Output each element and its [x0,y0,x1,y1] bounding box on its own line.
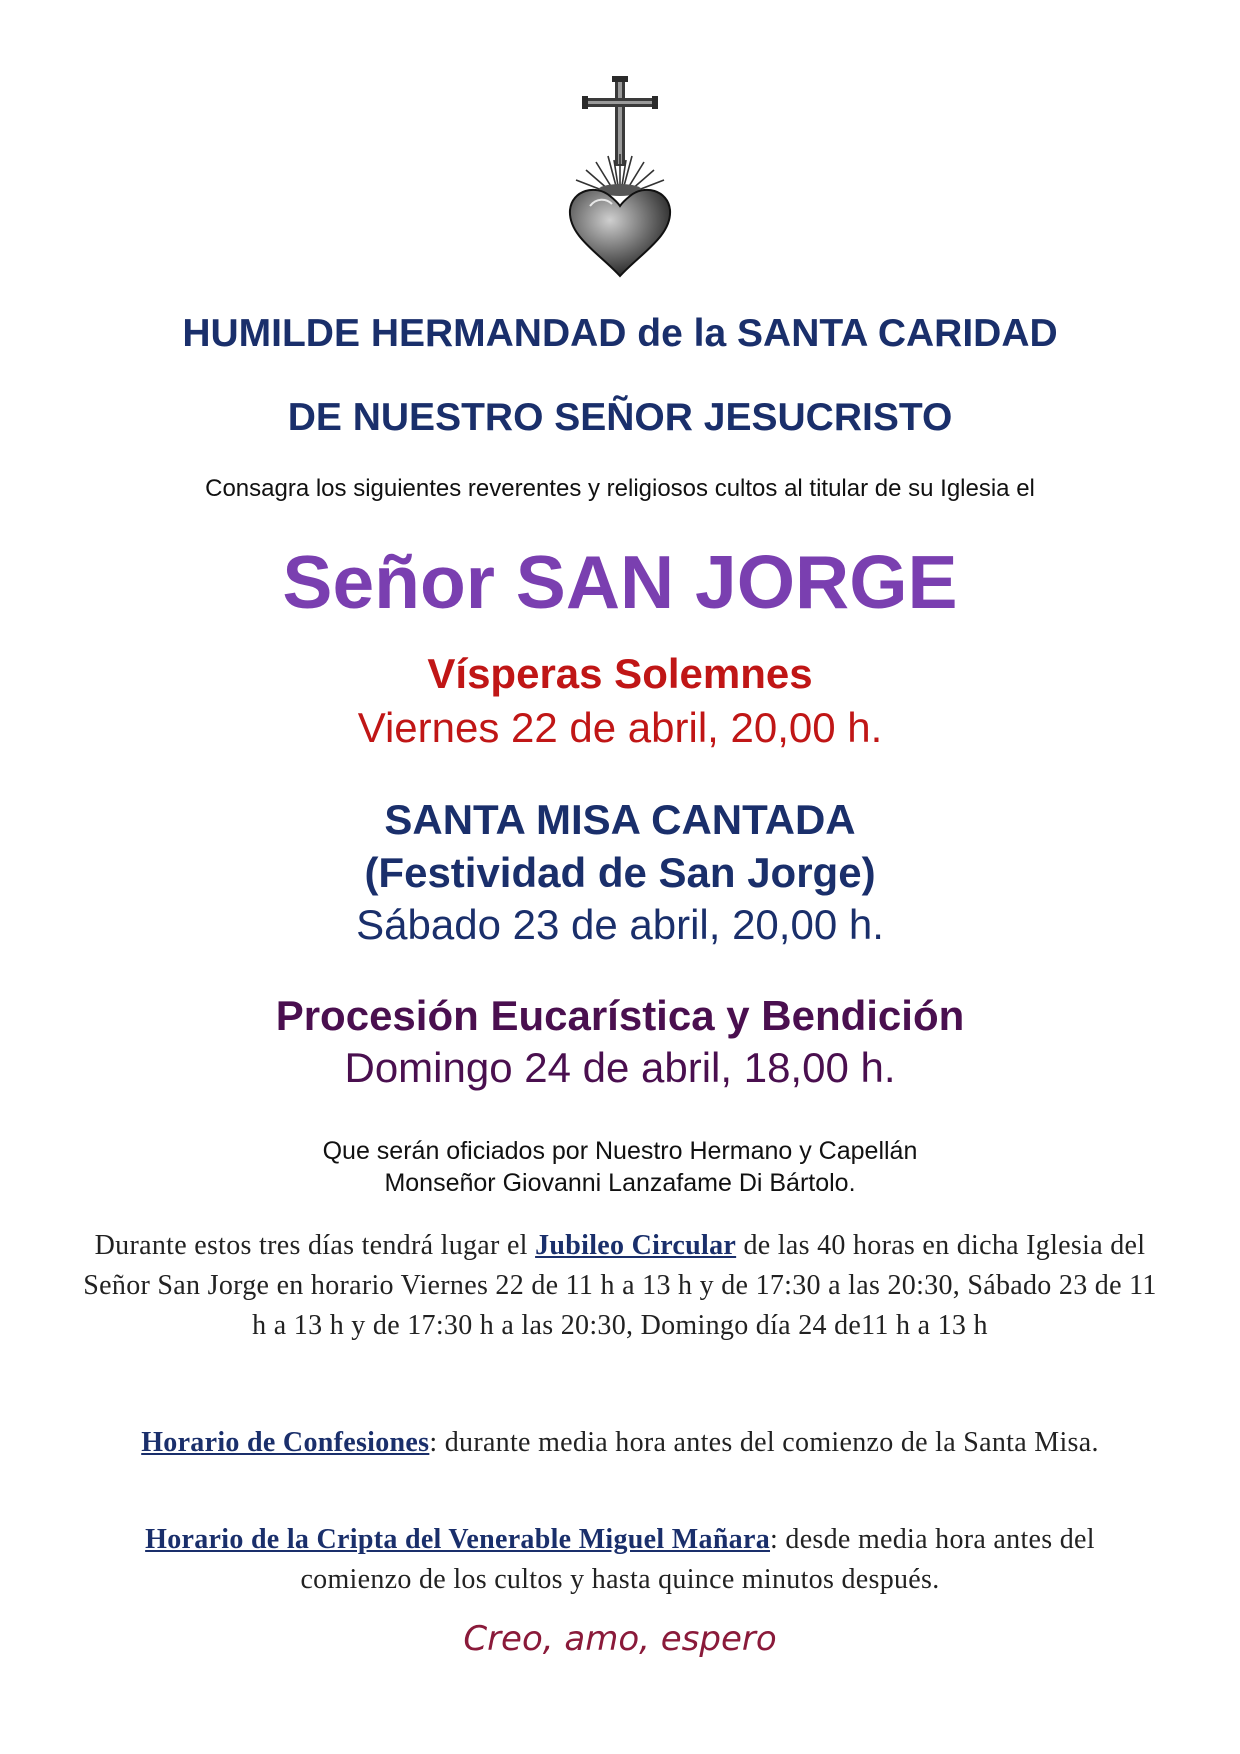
officiants-line1: Que serán oficiados por Nuestro Hermano y Capellán [322,1137,918,1165]
jubileo-text-before: Durante estos tres días tendrá lugar el [94,1230,536,1261]
confesiones-text: : durante media hora antes del comienzo de la Santa Misa. [429,1427,1099,1458]
event-procession-date: Domingo 24 de abril, 18,00 h. [344,1044,896,1091]
organization-name-line1: HUMILDE HERMANDAD de la SANTA CARIDAD [182,312,1058,355]
officiants-line2: Monseñor Giovanni Lanzafame Di Bártolo. [384,1169,856,1197]
cripta-link[interactable]: Horario de la Cripta del Venerable Miguel Mañara [145,1524,771,1555]
jubileo-link[interactable]: Jubileo Circular [535,1230,737,1261]
event-vespers-title: Vísperas Solemnes [427,650,813,697]
confesiones-paragraph [100,1423,1140,1463]
event-vespers-date: Viernes 22 de abril, 20,00 h. [357,704,883,751]
cripta-text: : desde media hora antes del comienzo de los cultos y hasta quince minutos después. [300,1524,1095,1595]
event-procession-title: Procesión Eucarística y Bendición [275,992,965,1039]
jubileo-text-after: de las 40 horas en dicha Iglesia del Señor San Jorge en horario Viernes 22 de 11 h a 13 h y de 17:30 a las 20:30, Sábado 23 de 11 h a 13 h y de 17:30 h a las 20:30, Domingo día 24 de11 h a 13 h [83,1230,1157,1341]
intro-text: Consagra los siguientes reverentes y religiosos cultos al titular de su Iglesia el [205,475,1035,502]
cripta-paragraph [100,1520,1140,1600]
event-mass-title: SANTA MISA CANTADA [384,796,856,843]
confesiones-link[interactable]: Horario de Confesiones [141,1427,430,1458]
jubileo-paragraph [75,1226,1165,1346]
event-mass-subtitle: (Festividad de San Jorge) [364,849,876,896]
motto: Creo, amo, espero [463,1619,777,1659]
page-title: Señor SAN JORGE [282,540,958,624]
event-mass-date: Sábado 23 de abril, 20,00 h. [356,901,884,948]
organization-name-line2: DE NUESTRO SEÑOR JESUCRISTO [287,396,953,439]
sacred-heart-with-cross-icon [560,76,680,282]
